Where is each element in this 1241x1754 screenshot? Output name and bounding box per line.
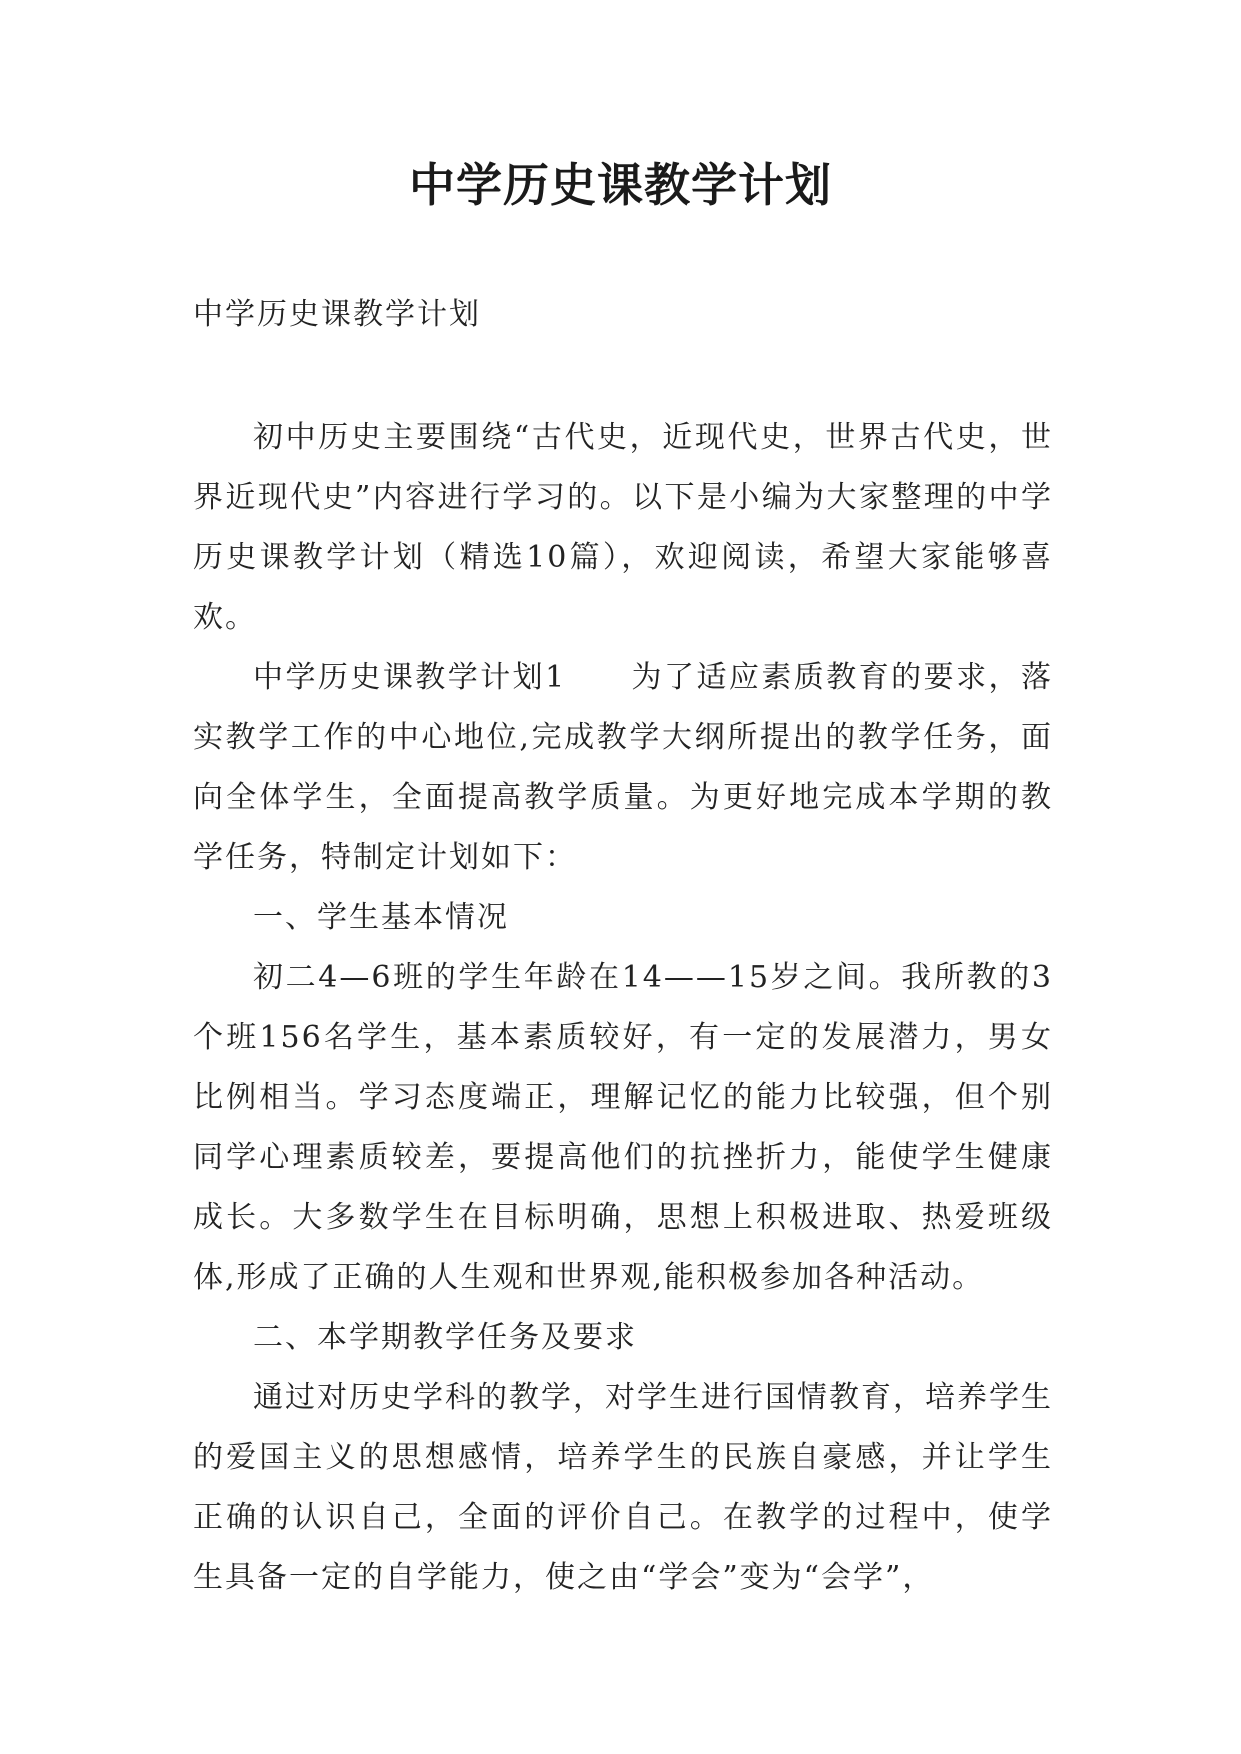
intro-paragraph: 初中历史主要围绕“古代史，近现代史，世界古代史，世界近现代史”内容进行学习的。以下是小编为大家整理的中学历史课教学计划（精选10篇），欢迎阅读，希望大家能够喜欢。 — [193, 420, 1053, 635]
students-paragraph: 初二4—6班的学生年龄在14——15岁之间。我所教的3个班156名学生，基本素质较好，有一定的发展潜力，男女比例相当。学习态度端正，理解记忆的能力比较强，但个别同学心理素质较差，要提高他们的抗挫折力，能使学生健康成长。大多数学生在目标明确，思想上积极进取、热爱班级体,形成了正确的人生观和世界观,能积极参加各种活动。 — [193, 960, 1053, 1295]
tasks-paragraph: 通过对历史学科的教学，对学生进行国情教育，培养学生的爱国主义的思想感情，培养学生的民族自豪感，并让学生正确的认识自己，全面的评价自己。在教学的过程中，使学生具备一定的自学能力，使之由“学会”变为“会学”， — [193, 1380, 1053, 1595]
document-subtitle: 中学历史课教学计划 — [193, 297, 481, 332]
section-heading-tasks: 二、本学期教学任务及要求 — [253, 1320, 637, 1355]
document-body — [193, 408, 1053, 1608]
document-title: 中学历史课教学计划 — [409, 158, 832, 212]
section-heading-students: 一、学生基本情况 — [253, 900, 509, 935]
plan-one-paragraph: 中学历史课教学计划1 为了适应素质教育的要求，落实教学工作的中心地位,完成教学大纲所提出的教学任务，面向全体学生，全面提高教学质量。为更好地完成本学期的教学任务，特制定计划如下： — [193, 660, 1053, 875]
